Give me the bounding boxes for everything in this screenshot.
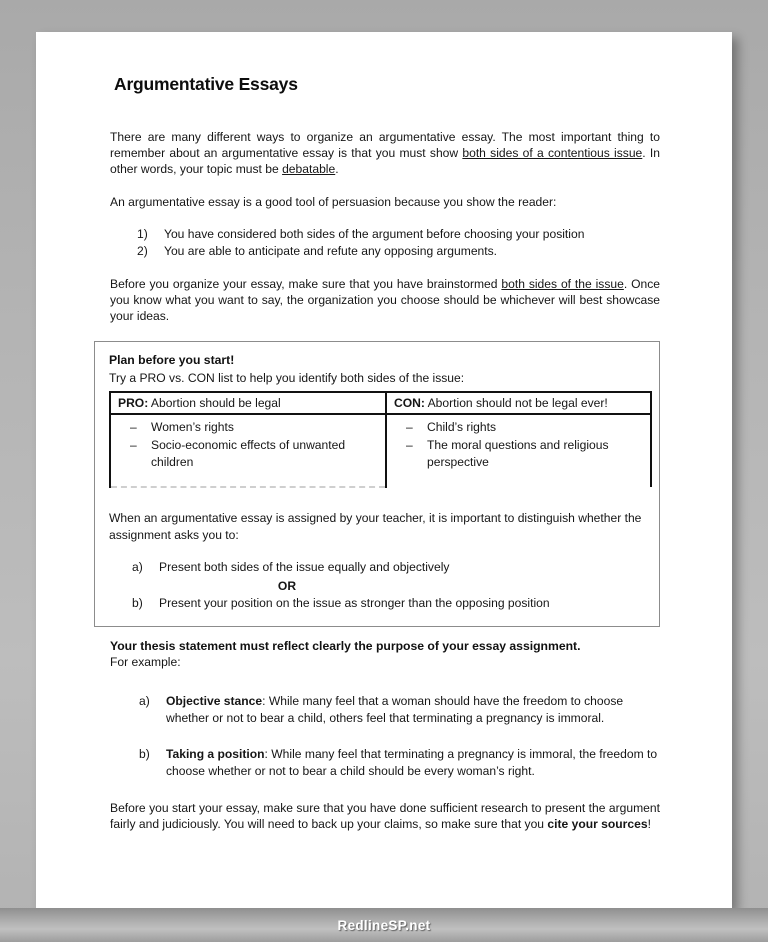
dash-marker: – [406,438,413,453]
intro-p1-part-a: There are many different ways to organize an argumentative essay. The most important thing to remember about an argumentative essay is that you must show [110,130,660,161]
pro-statement: Abortion should be legal [148,396,281,411]
table-header-con [386,392,651,414]
thesis-heading: Your thesis statement must reflect clearly the purpose of your essay assignment. [110,639,581,654]
thesis-subheading: For example: [110,655,181,670]
dash-marker: – [130,438,137,453]
watermark-footer [0,908,768,942]
list-item [118,419,379,436]
list-item [118,437,379,470]
list-marker: 2) [137,244,148,259]
list-item-text: Socio-economic effects of unwanted children [151,438,346,469]
intro-paragraph-2: An argumentative essay is a good tool of persuasion because you show the reader: [110,194,557,209]
list-item-text: You have considered both sides of the argument before choosing your position [164,226,585,241]
brainstorm-part-b: . Once you know what you want to say, the organization you choose should be whichever will best showcase your ideas. [110,277,660,324]
table-header-pro [110,392,386,414]
page-content [110,74,660,848]
con-label: CON: [394,396,425,411]
dash-marker: – [406,420,413,435]
closing-part-c: ! [647,817,651,832]
brainstorm-underline: both sides of the issue [501,277,624,291]
dash-marker: – [130,420,137,435]
page-title: Argumentative Essays [114,74,298,94]
example-label: Objective stance [166,693,263,708]
plan-box [94,341,660,627]
list-item [110,243,660,260]
intro-p1-underline-1: both sides of a contentious issue [462,146,643,161]
intro-paragraph-1 [110,129,660,178]
list-marker: b) [132,596,143,611]
watermark-text: RedlineSP.net [337,917,431,933]
list-item [394,437,644,470]
list-marker: 1) [137,226,148,241]
con-cell [386,414,651,487]
brainstorm-part-a: Before you organize your essay, make sure that you have brainstormed [110,277,502,291]
list-item [110,746,660,780]
assignment-options-list [107,559,647,612]
intro-p1-part-c: . [335,162,339,177]
closing-part-a: Before you start your essay, make sure that you have done sufficient research to present the argument fairly and judiciously. You will need to back up your claims, so make sure that you [110,801,660,832]
table-header-row [110,392,651,414]
example-text: : While many feel that terminating a pregnancy is immoral, the freedom to choose whether or not to bear a child should be every woman’s right. [166,747,658,779]
document-page [36,32,732,908]
con-items-list [394,419,644,470]
list-item [107,595,647,612]
intro-p1-underline-2: debatable [282,162,336,177]
list-item-text: Child’s rights [427,420,497,435]
brainstorm-paragraph [110,276,660,325]
pro-cell [110,414,386,487]
con-statement: Abortion should not be legal ever! [424,396,608,411]
list-item [394,419,644,436]
pro-label: PRO: [118,396,149,411]
intro-p1-part-b: . In other words, your topic must be [110,146,660,177]
example-label: Taking a position [166,747,265,762]
list-marker: b) [139,747,150,762]
or-separator: OR [277,578,297,593]
list-marker: a) [132,560,143,575]
list-item-text: Present both sides of the issue equally and objectively [159,560,450,575]
plan-box-heading: Plan before you start! [109,352,235,367]
list-item [107,559,647,576]
list-marker: a) [139,693,150,708]
plan-box-subheading: Try a PRO vs. CON list to help you identify both sides of the issue: [109,370,465,385]
list-item-text: Present your position on the issue as stronger than the opposing position [159,596,550,611]
list-item-text: Women’s rights [151,420,234,435]
assignment-paragraph: When an argumentative essay is assigned by your teacher, it is important to distinguish whether the assignment asks you to: [109,511,642,542]
closing-bold: cite your sources [547,817,648,832]
reasons-list [110,226,660,260]
pro-items-list [118,419,379,470]
list-item-text: You are able to anticipate and refute any opposing arguments. [164,244,498,259]
thesis-examples-list [110,693,660,780]
table-row [110,414,651,487]
pro-con-table [109,391,652,488]
list-item-text: The moral questions and religious perspective [427,438,609,469]
example-text: : While many feel that a woman should have the freedom to choose whether or not to bear a child, others feel that terminating a pregnancy is immoral. [166,693,624,725]
closing-paragraph [110,800,660,832]
list-item [110,693,660,727]
list-item [110,226,660,243]
